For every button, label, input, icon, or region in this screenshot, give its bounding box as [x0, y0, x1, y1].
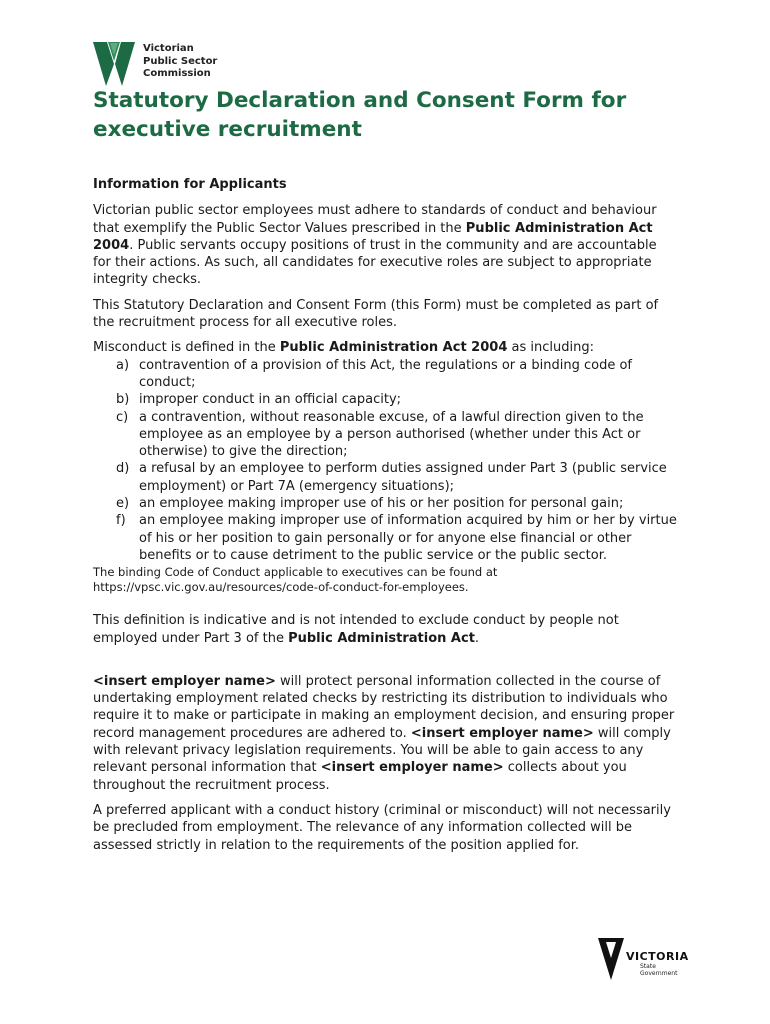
code-of-conduct-url: https://vpsc.vic.gov.au/resources/code-of-conduct-for-employees.: [93, 579, 469, 594]
intro-paragraph: Victorian public sector employees must adhere to standards of conduct and behaviour that exemplify the Public Sector Values prescribed in the Public Administration Act 2004. Public servants occupy positions of trust in the community and are accountable for their actions. As such, all candidates for executive roles are subject to appropriate integrity checks.: [93, 203, 657, 288]
page-title: Statutory Declaration and Consent Form for executive recruitment: [93, 88, 627, 142]
employer-placeholder: <insert employer name>: [410, 725, 594, 741]
list-item: e) an employee making improper use of his or her position for personal gain;: [116, 496, 624, 512]
list-item: b) improper conduct in an official capacity;: [116, 392, 402, 408]
document-body: [93, 176, 678, 854]
org-name-line-2: Public Sector: [143, 55, 218, 67]
employer-placeholder: <insert employer name>: [320, 760, 504, 776]
vpsc-emblem-icon: [93, 42, 135, 86]
employer-placeholder: <insert employer name>: [93, 673, 276, 689]
org-name-line-3: Commission: [143, 68, 211, 79]
list-item: f) an employee making improper use of information acquired by him or her by virtue of his or her position to gain personally or for anyone else financial or other benefits or to cause detriment to the public service or the public sector.: [116, 513, 677, 563]
victoria-state-government-logo: [598, 938, 689, 980]
misconduct-intro: Misconduct is defined in the Public Administration Act 2004 as including:: [93, 340, 594, 356]
victoria-emblem-icon: [598, 938, 624, 980]
conduct-history-paragraph: A preferred applicant with a conduct history (criminal or misconduct) will not necessarily be precluded from employment. The relevance of any information collected will be assessed strictly in relation to the requirements of the position applied for.: [93, 802, 671, 853]
list-item: d) a refusal by an employee to perform duties assigned under Part 3 (public service employment) or Part 7A (emergency situations);: [116, 461, 667, 494]
vpsc-logo: [93, 42, 217, 86]
list-item: c) a contravention, without reasonable excuse, of a lawful direction given to the employee as an employee by a person authorised (whether under this Act or otherwise) to give the direction;: [116, 409, 644, 460]
state-label: State: [640, 963, 656, 970]
form-purpose-paragraph: This Statutory Declaration and Consent Form (this Form) must be completed as part of the recruitment process for all executive roles.: [93, 297, 659, 331]
section-heading: Information for Applicants: [93, 177, 287, 192]
definition-paragraph: This definition is indicative and is not intended to exclude conduct by people not employed under Part 3 of the Public Administration Act.: [93, 613, 619, 646]
privacy-paragraph: <insert employer name> will protect personal information collected in the course of undertaking employment related checks by restricting its distribution to individuals who require it to make or participate in making an employment decision, and ensuring proper record management procedures are adhered to. <insert employer name> will comply with relevant privacy legislation requirements. You will be able to gain access to any relevant personal information that <insert employer name> collects about you throughout the recruitment process.: [93, 673, 675, 793]
list-item: a) contravention of a provision of this Act, the regulations or a binding code of conduct;: [116, 357, 632, 390]
code-of-conduct-note: The binding Code of Conduct applicable to executives can be found at https://vpsc.vic.gov.au/resources/code-of-conduct-for-employees.: [93, 565, 498, 594]
victoria-wordmark: VICTORIA: [626, 950, 689, 963]
misconduct-list: [93, 357, 678, 565]
org-name-line-1: Victorian: [143, 43, 194, 54]
government-label: Government: [640, 970, 678, 977]
